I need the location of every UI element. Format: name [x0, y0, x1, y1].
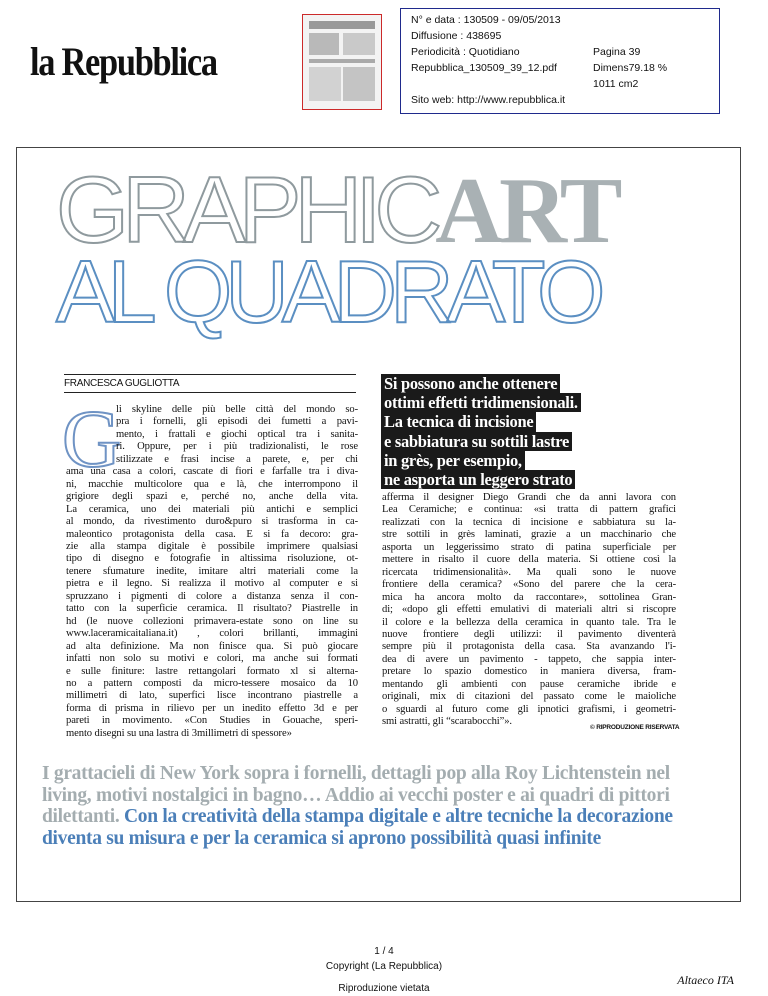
- right-line: frontiere della ceramica? «Sono del parere che la cera-: [382, 579, 676, 591]
- left-line: forma di prisma in rilievo per un inedito effetto 3d e per: [66, 702, 358, 714]
- footer-riproduzione: Riproduzione vietata: [338, 983, 430, 994]
- article-title-line2: AL QUADRATO: [56, 242, 599, 341]
- right-line: mica ha ancora molto da raccontare», sottolinea Gran-: [382, 591, 676, 603]
- left-line: al mondo, da rivestimento duro&puro si trasforma in ca-: [66, 516, 358, 528]
- info-periodicita: Periodicità : Quotidiano: [411, 46, 520, 58]
- left-line: zie alla stampa digitale è possibile imprimere qualsiasi: [66, 540, 358, 552]
- left-line: hd (le nuove collezioni primavera-estate sono on line su: [66, 615, 358, 627]
- info-cm: 1011 cm2: [593, 78, 639, 90]
- title-graphic: GRAPHIC: [56, 157, 436, 262]
- info-website: Sito web: http://www.repubblica.it: [411, 94, 566, 106]
- right-line: stre sottili in grès laminati, grazie a un macchinario che: [382, 529, 676, 541]
- drop-cap: G: [62, 393, 122, 484]
- page-thumbnail: [302, 14, 382, 110]
- info-dimens: Dimens79.18 %: [593, 62, 668, 74]
- quote-line: La tecnica di incisione: [381, 412, 536, 431]
- right-line: di; «dopo gli effetti emulativi di materiali altri si riscopre: [382, 604, 676, 616]
- left-line: maleontico protagonista della casa. E si fa decoro: gra-: [66, 528, 358, 540]
- left-line: ni, macchie multicolore qua e là, che interrompono il: [66, 478, 358, 490]
- left-line: pietra e il legno. Si realizza il motivo al computer e si: [66, 578, 358, 590]
- quote-line: ne asporta un leggero strato: [381, 470, 575, 489]
- title-art: ART: [435, 159, 619, 263]
- author-name: FRANCESCA GUGLIOTTA: [64, 378, 180, 389]
- quote-line: e sabbiatura su sottili lastre: [381, 432, 572, 451]
- left-line: stilizzate e frasi incise a parete, e, per chi: [116, 453, 358, 465]
- page-number: 1 / 4: [374, 946, 394, 957]
- left-line: infatti non solo su motivi e colori, ma anche sui formati: [66, 653, 358, 665]
- copyright-credit: © RIPRODUZIONE RISERVATA: [590, 724, 680, 731]
- newspaper-logo: la Repubblica: [30, 39, 217, 84]
- left-line: tipo di disegno e fotografie in altissima risoluzione, ot-: [66, 553, 358, 565]
- footer-copyright: Copyright (La Repubblica): [325, 961, 443, 972]
- right-line: sempre più il protagonista della casa. Sta avanzando l'i-: [382, 641, 676, 653]
- left-line: li skyline delle più belle città del mondo so-: [116, 404, 358, 415]
- right-line: originali, mix di citazioni del passato come le maioliche: [382, 691, 676, 703]
- left-line: grigiore degli spazi e, perché no, anche della vita.: [66, 491, 358, 503]
- right-line: realizzati con la tecnica di incisione e sabbiatura su la-: [382, 516, 676, 528]
- left-line: spruzzano i pigmenti di colore a distanza senza il con-: [66, 590, 358, 602]
- right-line: nuove frontiere degli utilizzi: il pavimento diventerà: [382, 628, 676, 640]
- left-line: mento, i frattali e giochi optical tra i sanita-: [116, 428, 358, 440]
- article-subheading: [42, 763, 702, 849]
- left-line: pareti in movimento. «Con Studies in Gouache, speri-: [66, 715, 358, 727]
- left-line: www.laceramicaitaliana.it) , colori brillanti, immagini: [66, 628, 358, 640]
- press-info-box: [400, 8, 720, 114]
- left-line: e sulle finiture: lastre rettangolari formato xl si alterna-: [66, 665, 358, 677]
- page-footer: [0, 944, 768, 996]
- right-line: smi astratti, gli “scarabocchi”».: [382, 716, 512, 728]
- right-line: ricercata tridimensionalità». Ma quali sono le nuove: [382, 566, 676, 578]
- info-pagina: Pagina 39: [593, 46, 641, 58]
- left-line: no a pattern composti da micro-tessere mosaico da 10: [66, 677, 358, 689]
- right-line: pretare lo spazio domestico in maniera diversa, fram-: [382, 666, 676, 678]
- info-diffusione: Diffusione : 438695: [411, 30, 502, 42]
- article-body-left: [66, 404, 358, 740]
- left-line: pra i fornelli, gli episodi dei fumetti a pavi-: [116, 416, 358, 428]
- right-line: mettere in risalto il cuore della materia. Si ottiene così la: [382, 554, 676, 566]
- left-line: mento disegni su una lastra di 3millimetri di spessore»: [66, 727, 292, 739]
- right-line: Lea Ceramiche; e continua: «si tratta di pattern grafici: [382, 504, 676, 516]
- info-date: N° e data : 130509 - 09/05/2013: [411, 14, 561, 26]
- right-line: afferma il designer Diego Grandi che da anni lavora con: [382, 492, 676, 503]
- right-line: dea di avere un pavimento - tappeto, che sappia inter-: [382, 653, 676, 665]
- altaeco-mark: Altaeco ITA: [677, 973, 734, 987]
- quote-line: Si possono anche ottenere: [381, 374, 560, 393]
- subheading-grey: I grattacieli di New York sopra i fornelli, dettagli pop alla Roy Lichtenstein nel living, motivi nostalgici in bagno… Addio ai vecchi poster e ai quadri di pittori dilettanti.: [42, 763, 670, 827]
- left-line: ad alta definizione. Ma non finisce qua. Si può giocare: [66, 640, 358, 652]
- article-body-right: [382, 492, 676, 729]
- info-file: Repubblica_130509_39_12.pdf: [411, 62, 557, 74]
- left-line: tenere sfumature inedite, imitare altri materiali come la: [66, 565, 358, 577]
- pull-quote: [381, 374, 681, 489]
- subheading-blue: Con la creatività della stampa digitale e altre tecniche la decorazione diventa su misura e per la ceramica si aprono possibilità quasi infinite: [42, 806, 673, 849]
- left-line: ri. Oppure, per i più tradizionalisti, le rose: [116, 441, 358, 453]
- left-line: tatto con la superficie ceramica. Il risultato? Piastrelle in: [66, 603, 358, 615]
- left-line: La ceramica, uno dei materiali più antichi e semplici: [66, 503, 358, 515]
- quote-line: in grès, per esempio,: [381, 451, 525, 470]
- left-line: ama una casa a colori, cascate di fiori e farfalle tra i diva-: [66, 466, 358, 478]
- right-line: asporta un leggerissimo strato di patina superficiale per: [382, 541, 676, 553]
- left-line: millimetri di lato, superfici lisce incontrano piastrelle a: [66, 690, 358, 702]
- right-line: mentando gli ambienti con pause ceramiche ibride e: [382, 678, 676, 690]
- right-line: o sguardi al futuro come gli ipnotici grafismi, i geometri-: [382, 703, 676, 715]
- right-line: il colore e la bellezza della ceramica in quanto tale. Tra le: [382, 616, 676, 628]
- quote-line: ottimi effetti tridimensionali.: [381, 393, 581, 412]
- author-byline: [64, 374, 356, 393]
